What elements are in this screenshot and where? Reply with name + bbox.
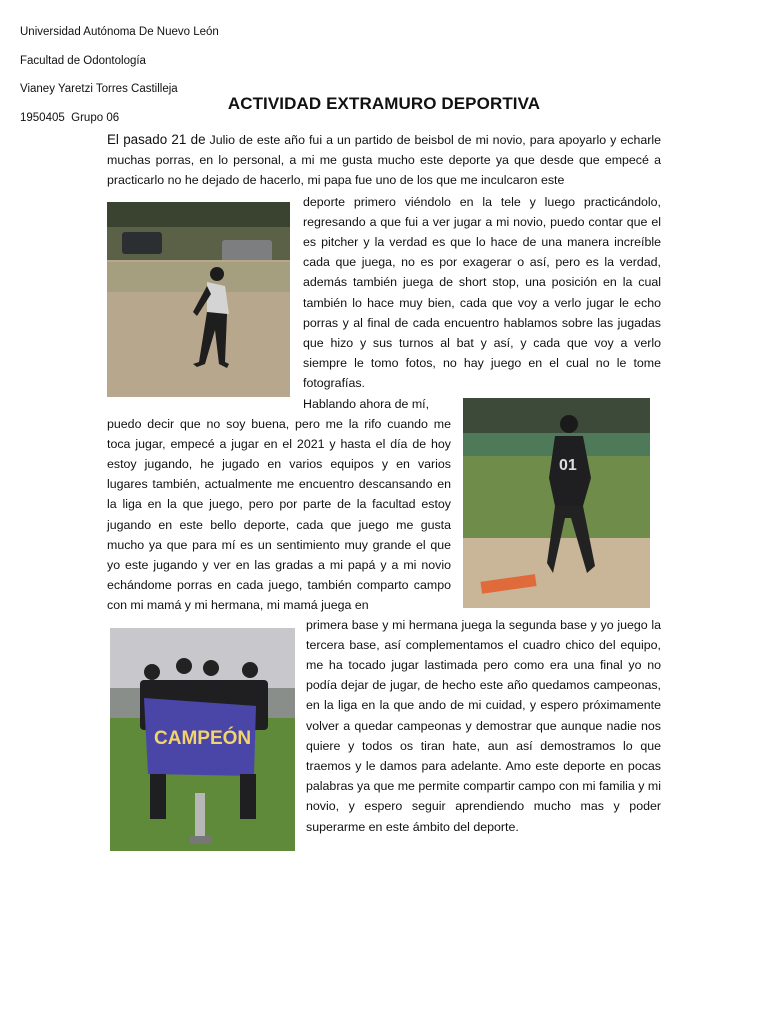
photo-team-champions bbox=[110, 628, 295, 851]
svg-text:01: 01 bbox=[559, 457, 577, 474]
student-id-group: 1950405 Grupo 06 bbox=[20, 112, 120, 124]
author-name: Vianey Yaretzi Torres Castilleja bbox=[20, 83, 178, 95]
photo-baseball-player bbox=[107, 202, 290, 397]
page-title: ACTIVIDAD EXTRAMURO DEPORTIVA bbox=[227, 94, 541, 113]
university-name: Universidad Autónoma De Nuevo León bbox=[20, 26, 219, 38]
paragraph-1-intro-text: Julio de este año fui a un partido de beisbol de mi novio, para apoyarlo y echarle muchas porras, en lo personal, a mi me gusta mucho este deporte ya que desde que empecé a practicarlo no he dejado de hacerlo, mi papa fue uno de los que me inculcaron este bbox=[107, 133, 661, 188]
svg-text:CAMPEÓN: CAMPEÓN bbox=[154, 728, 252, 749]
paragraph-1-wrap: deporte primero viéndolo en la tele y luego practicándolo, regresando a que fui a ver jugar a mi novio, puedo contar que el es pitcher y la verdad es que lo hace de una manera increíble cada que juega, no es por exagerar o así, pero es la verdad, además también juega de short stop, una posición en la cual también lo hace muy bien, cada que voy a verlo jugar le echo porras y al final de cada encuentro hablamos sobre las jugadas que hizo y sus turnos al bat y así, y cada que voy a verlo siempre le tomo fotos, no hay juego en el cual no le tome fotografías. bbox=[303, 194, 661, 391]
faculty-name: Facultad de Odontología bbox=[20, 55, 146, 67]
paragraph-2-start: Hablando ahora de mí, bbox=[303, 396, 430, 411]
paragraph-2-wrap: puedo decir que no soy buena, pero me la rifo cuando me toca jugar, empecé a jugar en el 2021 y hasta el día de hoy estoy jugando, he jugado en varios equipos y en varios lugares también, actualmente me encuentro descansando en la liga en la que juego, pero por parte de la facultad estoy jugando en este bello deporte, cada que juego me gusta mucho ya que para mí es un sentimiento muy grande el que yo este jugando y ver en las gradas a mi papá y a mi novio echándome porras en cada juego, también comparto campo con mi mamá y mi hermana, mi mamá juega en bbox=[107, 416, 451, 613]
paragraph-1-intro bbox=[107, 130, 661, 191]
paragraph-1-lead: El pasado 21 de bbox=[107, 132, 206, 147]
photo-softball-player bbox=[463, 398, 650, 608]
paragraph-2-end: primera base y mi hermana juega la segunda base y yo juego la tercera base, así complementamos el cuadro chico del equipo, me ha tocado jugar lastimada pero como era una final yo no podía dejar de jugar, de hecho este año quedamos campeonas, en la liga en la que ando de mi cuidad, y espero próximamente volver a quedar campeonas y demostrar que aunque nadie nos quiere y todos os tiran hate, aun así demostramos lo que traemos y le damos para adelante. Amo este deporte en pocas palabras ya que me permite compartir campo con mi familia y mi novio, y espero seguir aprendiendo mucho mas y poder superarme en este ámbito del deporte. bbox=[306, 617, 661, 834]
